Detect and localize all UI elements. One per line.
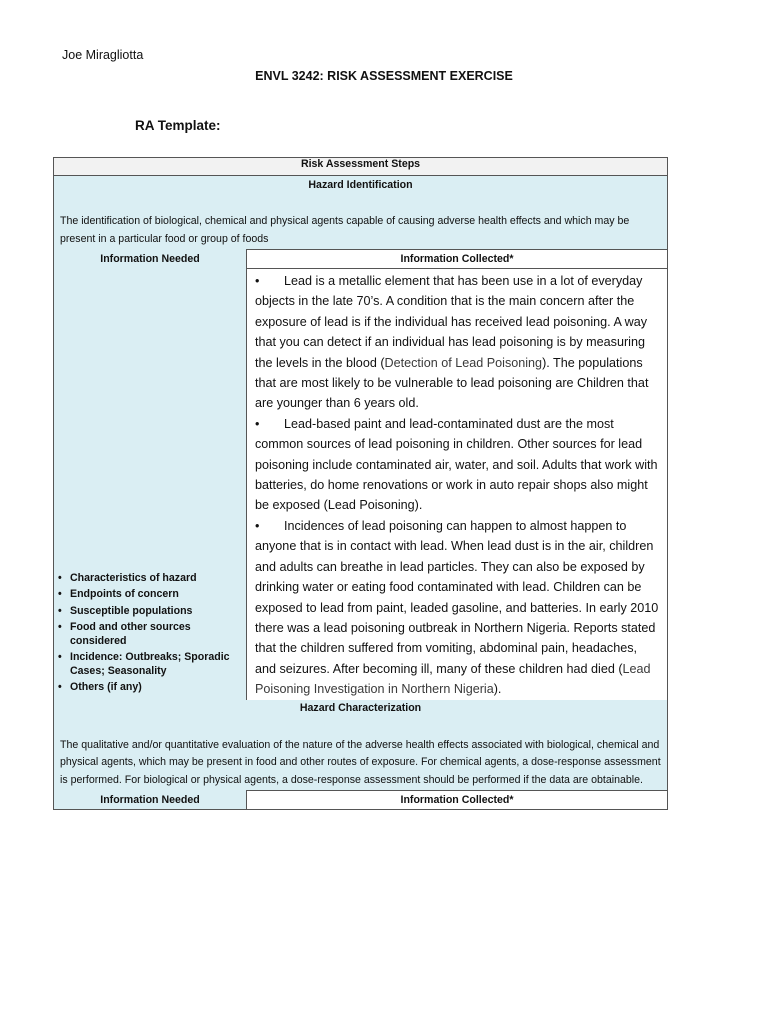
bullet-icon: •: [255, 518, 260, 533]
info-needed-list-cell: [54, 269, 247, 700]
collected-text: ).: [493, 682, 502, 697]
hazard-identification-column-headers: [54, 250, 668, 269]
list-item: • Characteristics of hazard: [68, 572, 246, 586]
citation-link[interactable]: Detection of Lead Poisoning: [384, 355, 543, 370]
collected-text: Lead is a metallic element that has been use in a lot of everyday objects in the late 70’s. A condition that is the main concern after the exposure of lead is if the individual has received lead poisoning. A way that you can detect if an individual has lead poisoning is by measuring the levels in the blood (: [255, 274, 648, 370]
bullet-icon: •: [255, 274, 260, 288]
risk-assessment-table: [53, 157, 668, 810]
collected-paragraph-3: [255, 516, 659, 700]
info-needed-header: Information Needed: [54, 791, 247, 810]
hazard-characterization-title-row: [54, 700, 668, 717]
author-name: Joe Miragliotta: [62, 48, 144, 62]
collected-paragraph-1: [255, 271, 659, 414]
list-item: • Food and other sources considered: [68, 621, 246, 648]
list-item: • Endpoints of concern: [68, 588, 246, 602]
info-needed-header: Information Needed: [54, 250, 247, 269]
info-collected-header: Information Collected*: [247, 791, 668, 810]
hazard-characterization-title: Hazard Characterization: [54, 700, 668, 717]
hazard-characterization-description-row: [54, 717, 668, 791]
course-title: ENVL 3242: RISK ASSESSMENT EXERCISE: [255, 69, 513, 83]
steps-header-row: [54, 158, 668, 176]
citation-link[interactable]: Lead Poisoning Investigation in Northern Nigeria: [255, 661, 651, 697]
hazard-identification-description: The identification of biological, chemical and physical agents capable of causing adverse health effects and which may be present in a particular food or group of foods: [54, 193, 668, 250]
hazard-identification-title: Hazard Identification: [54, 176, 668, 194]
collected-text: Lead-based paint and lead-contaminated dust are the most common sources of lead poisoning in children. Other sources for lead poisoning include contaminated air, water, and soil. Adults that work with batteries, do home renovations or work in auto repair shops also might be exposed (Lead Poisoning).: [255, 416, 658, 513]
list-item: • Incidence: Outbreaks; Sporadic Cases; Seasonality: [68, 651, 246, 678]
collected-paragraph-2: [255, 414, 659, 516]
list-item: • Susceptible populations: [68, 605, 246, 619]
list-item: • Others (if any): [68, 681, 246, 695]
bullet-icon: •: [255, 416, 260, 431]
hazard-characterization-description: The qualitative and/or quantitative evaluation of the nature of the adverse health effects associated with biological, chemical and physical agents, which may be present in food and other routes of exposure. For chemical agents, a dose-response assessment is performed. For biological or physical agents, a dose-response assessment should be performed if the data are obtainable.: [54, 717, 668, 791]
template-label: RA Template:: [135, 118, 221, 133]
info-collected-header: Information Collected*: [247, 250, 668, 269]
hazard-identification-description-row: [54, 193, 668, 250]
info-needed-list: [54, 572, 246, 695]
info-collected-cell: [247, 269, 668, 700]
hazard-identification-title-row: [54, 176, 668, 194]
hazard-characterization-column-headers: [54, 791, 668, 810]
collected-text: Incidences of lead poisoning can happen to almost happen to anyone that is in contact with lead. When lead dust is in the air, children and adults can breathe in lead particles. They can also be exposed by drinking water or eating food contaminated with lead. Children can be exposed to lead from paint, leaded gasoline, and batteries. In early 2010 there was a lead poisoning outbreak in Northern Nigeria. Reports stated that the children suffered from vomiting, abdominal pain, headaches, and seizures. After becoming ill, many of these children had died (: [255, 518, 659, 676]
hazard-identification-content-row: [54, 269, 668, 700]
steps-header: Risk Assessment Steps: [54, 158, 668, 176]
collected-text: ). The populations that are most likely to be vulnerable to lead poisoning are Children that are younger than 6 years old.: [255, 355, 649, 411]
